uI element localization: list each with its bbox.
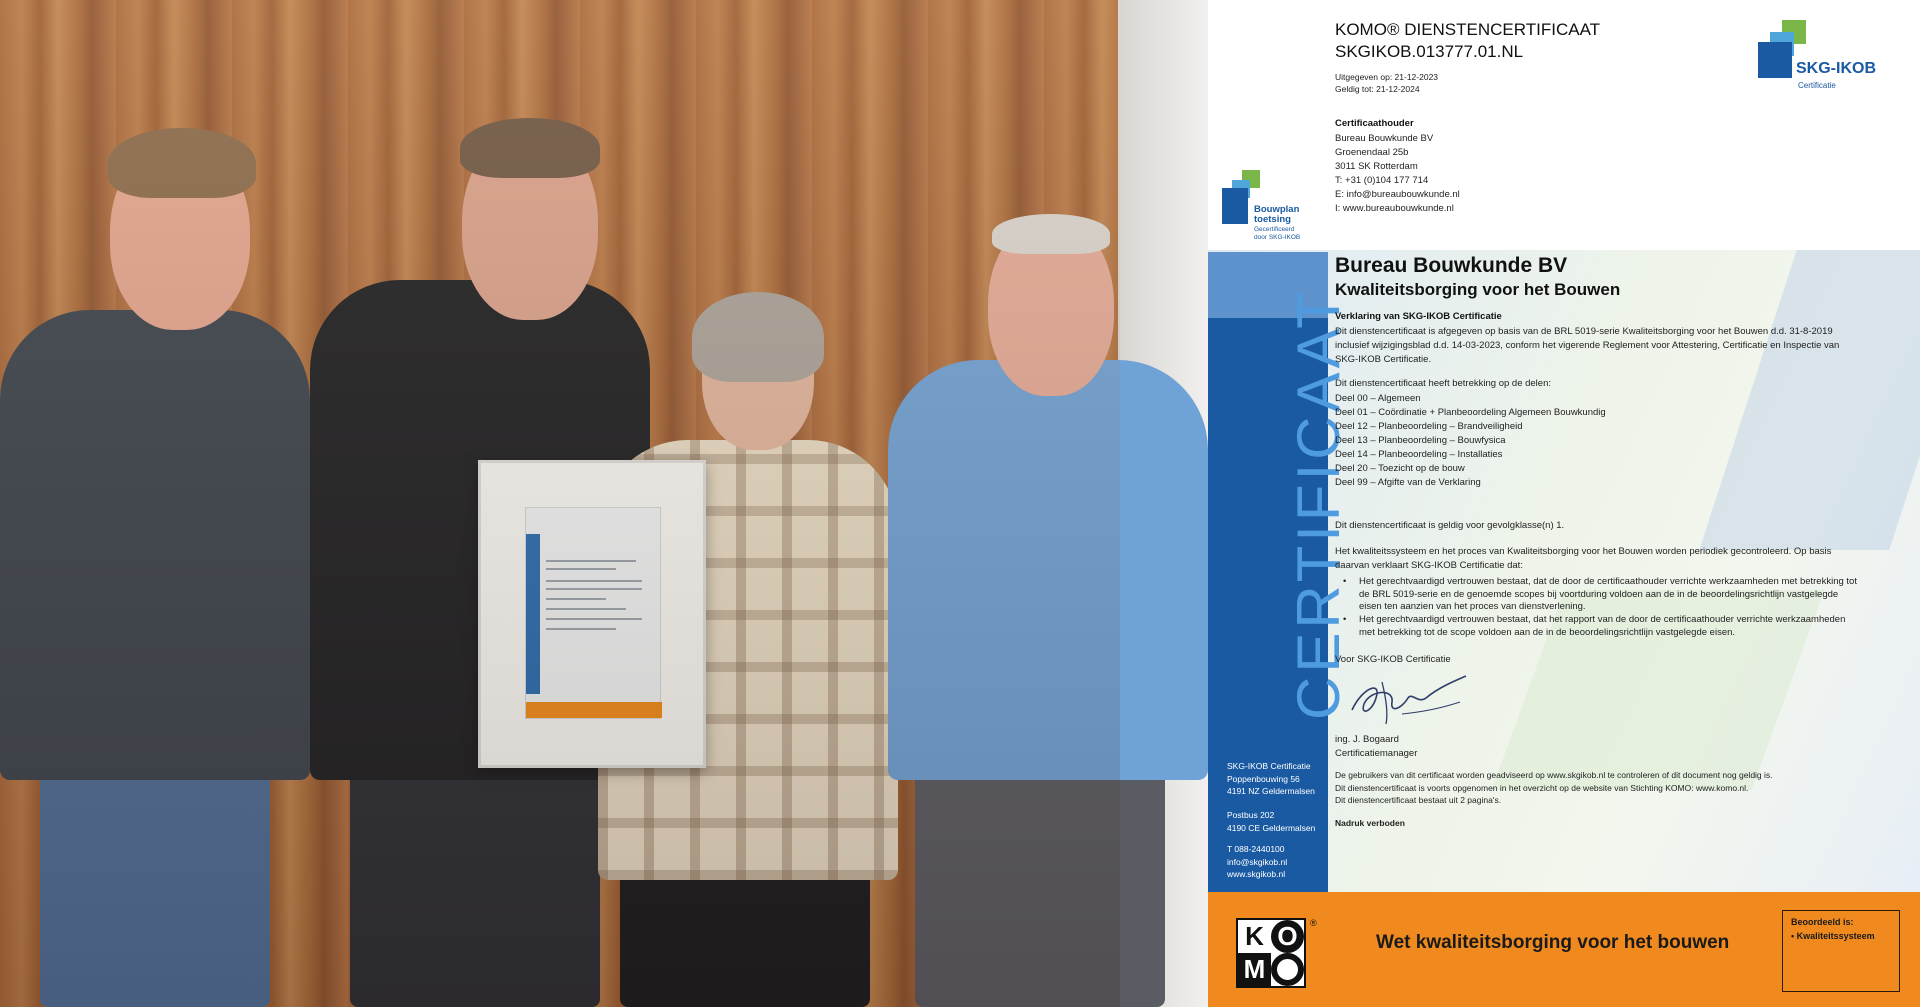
quality-text: Het kwaliteitssysteem en het proces van Kwaliteitsborging voor het Bouwen worden periodiek gecontroleerd. Op basis daarvan verklaart SKG-IKOB Certificatie dat:	[1335, 546, 1832, 571]
bouwplan-toetsing-logo	[1220, 170, 1314, 244]
footer-note: Dit dienstencertificaat is voorts opgenomen in het overzicht op de website van Stichting KOMO: www.komo.nl.	[1335, 783, 1749, 793]
part-item: Deel 14 – Planbeoordeling – Installaties	[1335, 449, 1503, 460]
vertical-certificaat-word: CERTIFICAAT	[1285, 288, 1352, 720]
skg-ikob-logo	[1756, 18, 1896, 96]
footer-note: Dit dienstencertificaat bestaat uit 2 pagina's.	[1335, 795, 1502, 805]
bullet-item: • Het gerechtvaardigd vertrouwen bestaat, dat het rapport van de door de certificaathouder verrichte werkzaamheden met betrekking tot de scope voldoen aan de in de beoordelingsrichtlijn vastgelegde eisen.	[1359, 614, 1857, 639]
parts-intro: Dit dienstencertificaat heeft betrekking op de delen:	[1335, 378, 1551, 389]
certificate-number: SKGIKOB.013777.01.NL	[1335, 42, 1524, 61]
holder-heading: Certificaathouder	[1335, 118, 1414, 129]
part-item: Deel 01 – Coördinatie + Planbeoordeling Algemeen Bouwkundig	[1335, 407, 1606, 418]
komo-logo: K O M	[1236, 918, 1306, 988]
holder-line: Bureau Bouwkunde BV	[1335, 133, 1434, 144]
footer-slogan: Wet kwaliteitsborging voor het bouwen	[1376, 932, 1730, 953]
holder-line: E: info@bureaubouwkunde.nl	[1335, 189, 1460, 200]
svg-text:SKG-IKOB: SKG-IKOB	[1796, 60, 1876, 77]
holder-line: I: www.bureaubouwkunde.nl	[1335, 203, 1454, 214]
holder-line: T: +31 (0)104 177 714	[1335, 175, 1429, 186]
komo-registered-mark: ®	[1310, 918, 1317, 928]
signer-name: ing. J. Bogaard	[1335, 734, 1399, 745]
part-item: Deel 13 – Planbeoordeling – Bouwfysica	[1335, 435, 1506, 446]
no-reprint: Nadruk verboden	[1335, 818, 1405, 828]
svg-text:door SKG-IKOB: door SKG-IKOB	[1254, 234, 1301, 241]
part-item: Deel 20 – Toezicht op de bouw	[1335, 463, 1465, 474]
assessed-box	[1782, 910, 1900, 992]
signature	[1342, 668, 1472, 728]
holder-line: Groenendaal 25b	[1335, 147, 1409, 158]
company-name: Bureau Bouwkunde BV	[1335, 254, 1568, 277]
holder-line: 3011 SK Rotterdam	[1335, 161, 1418, 172]
certificate-document	[1208, 0, 1920, 1007]
footer-note: De gebruikers van dit certificaat worden geadviseerd op www.skgikob.nl te controleren of dit document nog geldig is.	[1335, 770, 1773, 780]
assessed-item: • Kwaliteitssysteem	[1791, 931, 1875, 941]
issued-date: Uitgegeven op: 21-12-2023	[1335, 72, 1439, 82]
certificate-heading: KOMO® DIENSTENCERTIFICAAT	[1335, 20, 1601, 39]
for-label: Voor SKG-IKOB Certificatie	[1335, 654, 1451, 665]
valid-class: Dit dienstencertificaat is geldig voor gevolgklasse(n) 1.	[1335, 520, 1565, 531]
address-block: Postbus 202 4190 CE Geldermalsen	[1227, 810, 1316, 833]
signer-role: Certificatiemanager	[1335, 748, 1418, 759]
svg-text:Bouwplan: Bouwplan	[1254, 204, 1300, 215]
part-item: Deel 12 – Planbeoordeling – Brandveiligheid	[1335, 421, 1523, 432]
assessed-heading: Beoordeeld is:	[1791, 917, 1854, 927]
bullet-item: • Het gerechtvaardigd vertrouwen bestaat, dat de door de certificaathouder verrichte werkzaamheden met betrekking tot de BRL 5019-serie en de genoemde scopes bij voortduring voldoen aan de in de beoordelingsrichtlijn vastgelegde eisen ten aanzien van het proces van dienstverlening.	[1359, 576, 1857, 614]
contact-block: T 088-2440100 info@skgikob.nl www.skgikob.nl	[1227, 844, 1288, 879]
svg-text:toetsing: toetsing	[1254, 214, 1291, 225]
part-item: Deel 00 – Algemeen	[1335, 393, 1421, 404]
address-block: SKG-IKOB Certificatie Poppenbouwing 56 4191 NZ Geldermalsen	[1227, 761, 1315, 796]
svg-text:Gecertificeerd: Gecertificeerd	[1254, 226, 1295, 233]
declaration-text: Dit dienstencertificaat is afgegeven op basis van de BRL 5019-serie Kwaliteitsborging voor het Bouwen d.d. 31-8-2019 inclusief wijzigingsblad d.d. 14-03-2023, conform het vigerende Reglement voor Attestering, Certificatie en Inspectie van SKG-IKOB Certificatie.	[1335, 326, 1840, 365]
part-item: Deel 99 – Afgifte van de Verklaring	[1335, 477, 1481, 488]
svg-text:Certificatie: Certificatie	[1798, 81, 1836, 90]
valid-date: Geldig tot: 21-12-2024	[1335, 84, 1420, 94]
declaration-heading: Verklaring van SKG-IKOB Certificatie	[1335, 311, 1502, 322]
certificate-subtitle: Kwaliteitsborging voor het Bouwen	[1335, 280, 1621, 299]
